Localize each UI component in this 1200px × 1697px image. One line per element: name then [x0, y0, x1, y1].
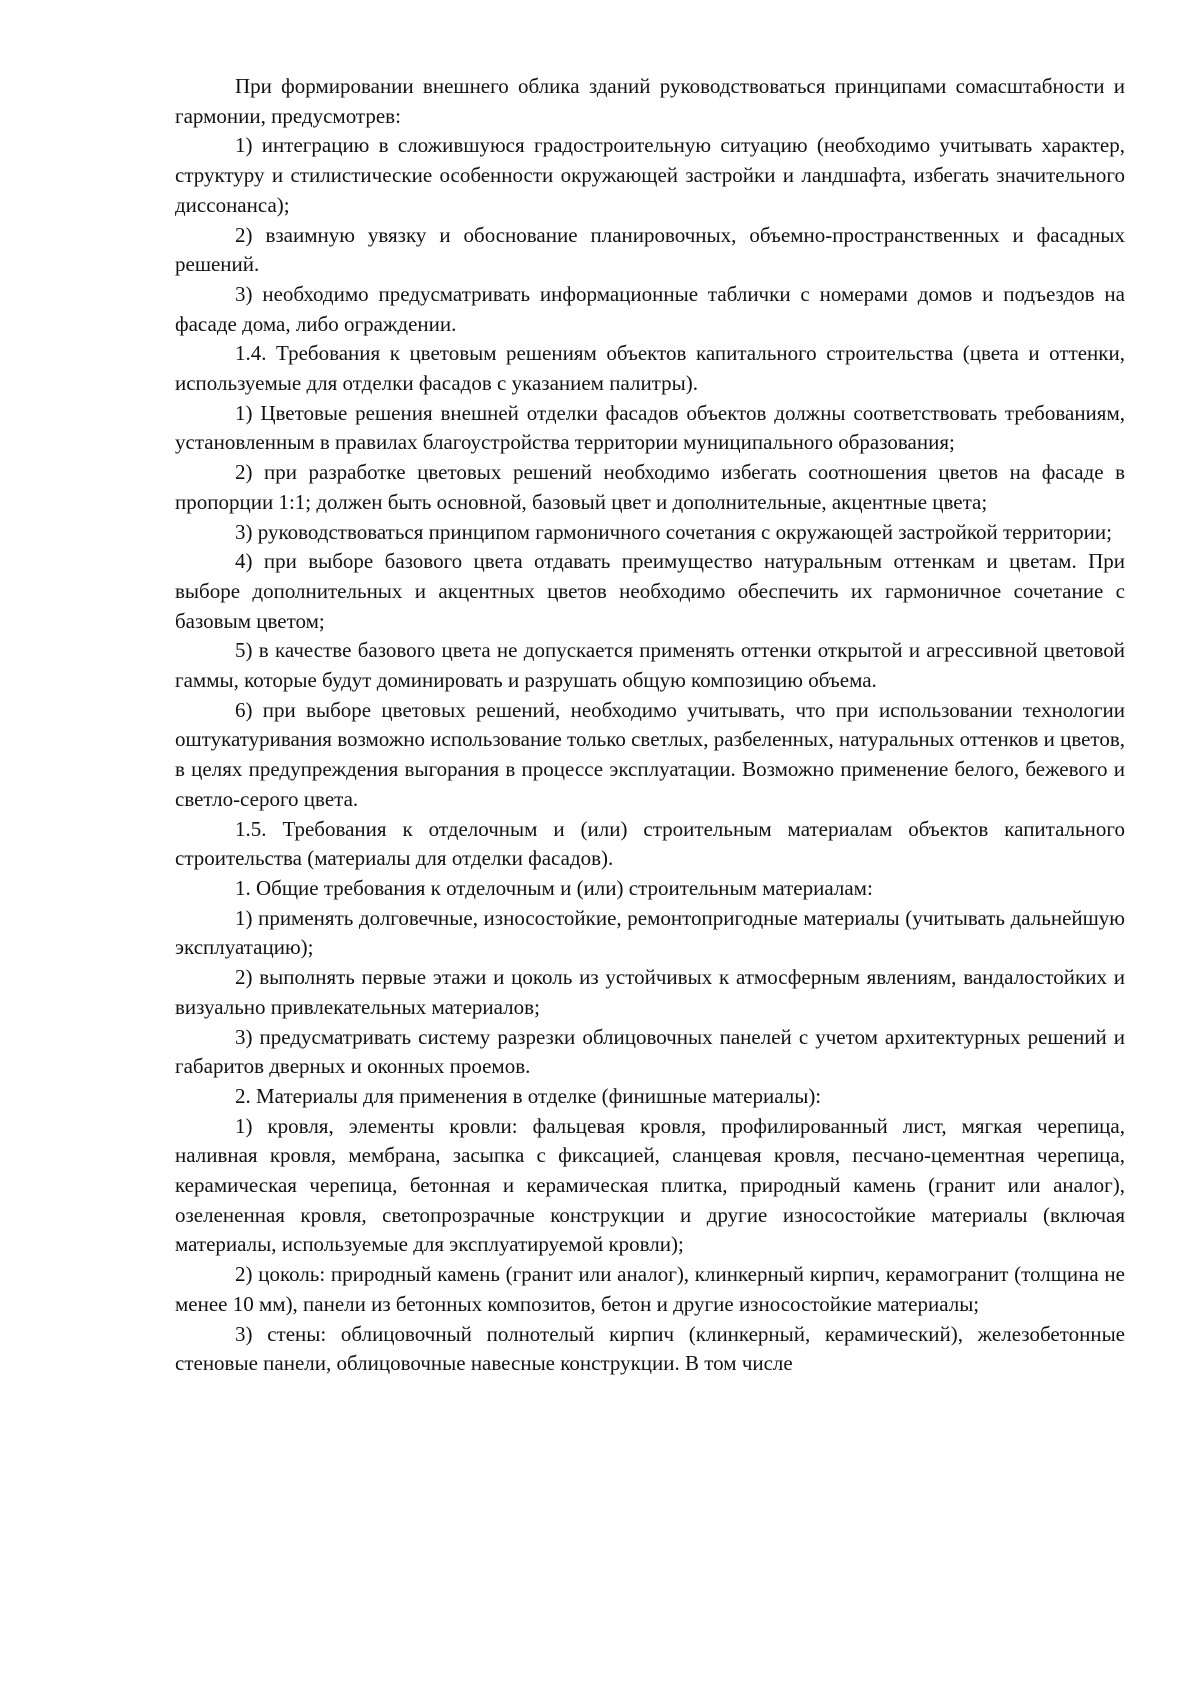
paragraph-item: 1) интеграцию в сложившуюся градостроительную ситуацию (необходимо учитывать характер, структуру и стилистические особенности окружающей застройки и ландшафта, избегать значительного диссонанса); [175, 133, 1125, 217]
paragraph-item: 1) кровля, элементы кровли: фальцевая кровля, профилированный лист, мягкая черепица, наливная кровля, мембрана, засыпка с фиксацией, сланцевая кровля, песчано-цементная черепица, керамическая черепица, бетонная и керамическая плитка, природный камень (гранит или аналог), озелененная кровля, светопрозрачные конструкции и другие износостойкие материалы (включая материалы, используемые для эксплуатируемой кровли); [175, 1113, 1125, 1257]
paragraph-item: 5) в качестве базового цвета не допускается применять оттенки открытой и агрессивной цветовой гаммы, которые будут доминировать и разрушать общую композицию объема. [175, 638, 1125, 693]
section-heading-1-4: 1.4. Требования к цветовым решениям объектов капитального строительства (цвета и оттенки, используемые для отделки фасадов с указанием палитры). [175, 341, 1125, 396]
paragraph-item: 1) Цветовые решения внешней отделки фасадов объектов должны соответствовать требованиям, установленным в правилах благоустройства территории муниципального образования; [175, 400, 1125, 455]
paragraph-item: 1) применять долговечные, износостойкие, ремонтопригодные материалы (учитывать дальнейшую эксплуатацию); [175, 905, 1125, 960]
paragraph-item: 2) взаимную увязку и обоснование планировочных, объемно-пространственных и фасадных решений. [175, 222, 1125, 277]
paragraph-item: 3) руководствоваться принципом гармоничного сочетания с окружающей застройкой территории; [235, 519, 1112, 544]
document-body [175, 72, 1125, 1379]
paragraph-item: 4) при выборе базового цвета отдавать преимущество натуральным оттенкам и цветам. При выборе дополнительных и акцентных цветов необходимо обеспечить их гармоничное сочетание с базовым цветом; [175, 549, 1125, 633]
paragraph-item: 6) при выборе цветовых решений, необходимо учитывать, что при использовании технологии оштукатуривания возможно использование только светлых, разбеленных, натуральных оттенков и цветов, в целях предупреждения выгорания в процессе эксплуатации. Возможно применение белого, бежевого и светло-серого цвета. [175, 697, 1125, 811]
paragraph-item: 3) предусматривать систему разрезки облицовочных панелей с учетом архитектурных решений и габаритов дверных и оконных проемов. [175, 1024, 1125, 1079]
paragraph-item: 3) необходимо предусматривать информационные таблички с номерами домов и подъездов на фасаде дома, либо ограждении. [175, 281, 1125, 336]
subsection-heading: 2. Материалы для применения в отделке (финишные материалы): [235, 1083, 822, 1108]
paragraph-intro: При формировании внешнего облика зданий руководствоваться принципами сомасштабности и гармонии, предусмотрев: [175, 74, 1125, 128]
paragraph-item: 2) при разработке цветовых решений необходимо избегать соотношения цветов на фасаде в пропорции 1:1; должен быть основной, базовый цвет и дополнительные, акцентные цвета; [175, 460, 1125, 514]
paragraph-item: 2) цоколь: природный камень (гранит или аналог), клинкерный кирпич, керамогранит (толщина не менее 10 мм), панели из бетонных композитов, бетон и другие износостойкие материалы; [175, 1262, 1125, 1316]
paragraph-item: 3) стены: облицовочный полнотелый кирпич (клинкерный, керамический), железобетонные стеновые панели, облицовочные навесные конструкции. В том числе [175, 1321, 1125, 1376]
subsection-heading: 1. Общие требования к отделочным и (или) строительным материалам: [235, 875, 873, 900]
paragraph-item: 2) выполнять первые этажи и цоколь из устойчивых к атмосферным явлениям, вандалостойких и визуально привлекательных материалов; [175, 965, 1125, 1019]
section-heading-1-5: 1.5. Требования к отделочным и (или) строительным материалам объектов капитального строительства (материалы для отделки фасадов). [175, 816, 1125, 871]
